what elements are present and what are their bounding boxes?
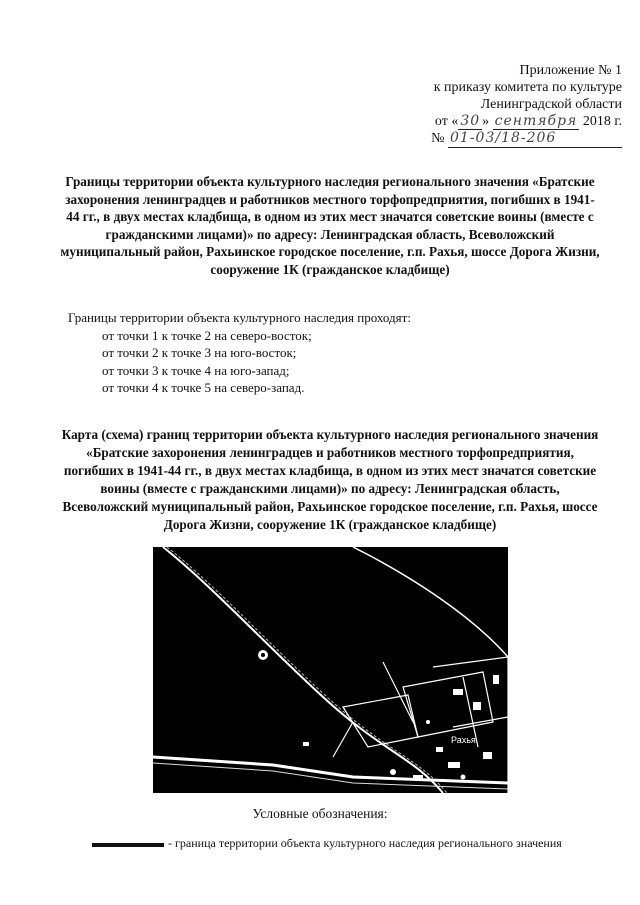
border-segment-4: от точки 4 к точке 5 на северо-запад. bbox=[102, 380, 305, 395]
borders-description bbox=[68, 309, 588, 397]
appendix-order: к приказу комитета по культуре bbox=[433, 80, 622, 95]
border-segment-3: от точки 3 к точке 4 на юго-запад; bbox=[102, 362, 290, 378]
date-month: сентября bbox=[494, 113, 578, 129]
date-prefix: от « bbox=[434, 114, 459, 129]
legend-item bbox=[92, 836, 632, 856]
document-title: Границы территории объекта культурного наследия регионального значения «Братские захоронения ленинградцев и работников местного торфопредприятия, погибших в 1941-44 гг., в двух местах кладбища, в одном из этих мест значатся советские воины (вместе с гражданскими лицами)» по адресу: Ленинградская область, Всеволожский муниципальный район, Рахьинское городское поселение, г.п. Рахья, шоссе Дорога Жизни, сооружение 1К (гражданское кладбище) bbox=[60, 174, 600, 277]
appendix-number bbox=[362, 130, 622, 148]
number-prefix: № bbox=[431, 131, 445, 146]
borders-intro: Границы территории объекта культурного наследия проходят: bbox=[68, 310, 411, 325]
appendix-date bbox=[362, 113, 622, 130]
appendix-title: Приложение № 1 bbox=[519, 63, 622, 78]
date-year: 2018 г. bbox=[582, 114, 622, 129]
appendix-header bbox=[362, 62, 622, 148]
border-segment-2: от точки 2 к точке 3 на юго-восток; bbox=[102, 345, 297, 360]
map-image bbox=[153, 547, 508, 793]
map-title: Карта (схема) границ территории объекта культурного наследия регионального значения «Братские захоронения ленинградцев и работников местного торфопредприятия, погибших в 1941-44 гг., в двух местах кладбища, в одном из этих мест значатся советские воины (вместе с гражданскими лицами)» по адресу: Ленинградская область, Всеволожский муниципальный район, Рахьинское городское поселение, г.п. Рахья, шоссе Дорога Жизни, сооружение 1К (гражданское кладбище) bbox=[61, 427, 599, 532]
date-day: 30 bbox=[460, 113, 481, 129]
number-value: 01-03/18-206 bbox=[448, 130, 622, 148]
legend-item-label: - граница территории объекта культурного наследия регионального значения bbox=[168, 836, 562, 850]
date-mid: » bbox=[482, 114, 490, 129]
border-segment-1: от точки 1 к точке 2 на северо-восток; bbox=[102, 327, 312, 343]
boundary-map bbox=[153, 547, 508, 793]
legend-boundary-line bbox=[92, 843, 164, 847]
map-place-label: Рахья bbox=[451, 735, 476, 745]
appendix-region: Ленинградской области bbox=[480, 97, 622, 112]
legend-title: Условные обозначения: bbox=[252, 806, 388, 821]
